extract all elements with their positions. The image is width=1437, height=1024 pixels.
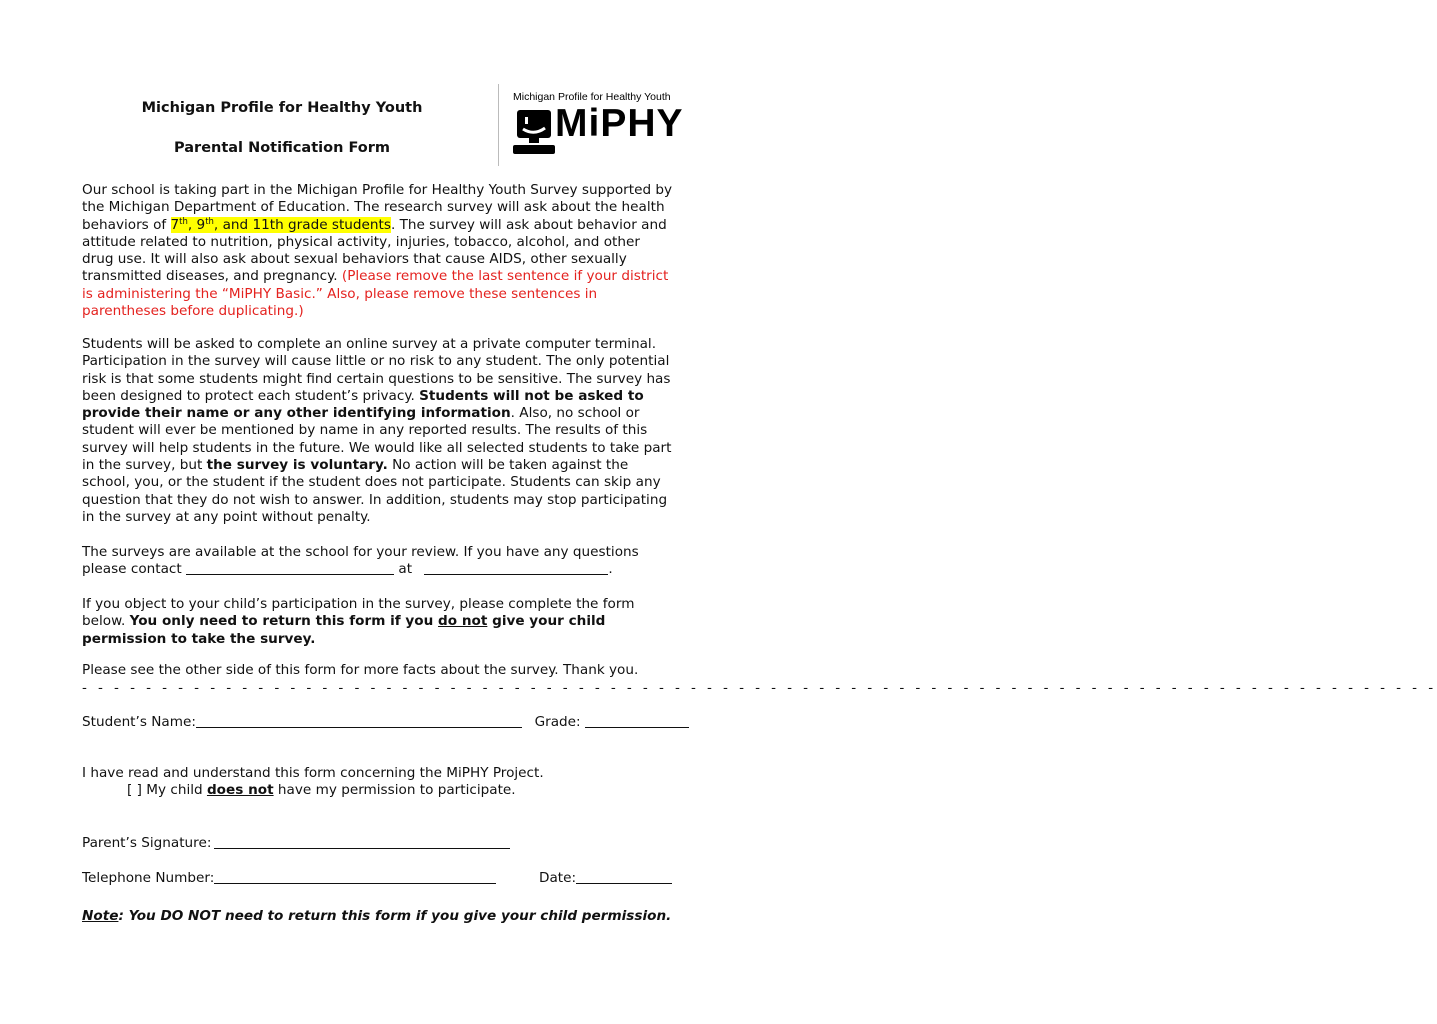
- note-label: Note: [82, 908, 119, 924]
- telephone-row: [82, 870, 496, 887]
- date-field[interactable]: [576, 871, 672, 884]
- date-label: Date:: [539, 870, 577, 886]
- review-line-1: The surveys are available at the school for your review. If you have any questions: [82, 544, 639, 560]
- intro-line-8: parentheses before duplicating.): [82, 303, 304, 320]
- note-text: : You DO NOT need to return this form if you give your child permission.: [118, 908, 672, 924]
- object-line-1: If you object to your child’s participation in the survey, please complete the form: [82, 596, 635, 612]
- parent-signature-field[interactable]: [214, 836, 510, 849]
- body-line-11: in the survey at any point without penalty.: [82, 508, 371, 525]
- objection-paragraph: [82, 596, 694, 648]
- privacy-paragraph: [82, 336, 694, 526]
- intro-line-2: the Michigan Department of Education. The research survey will ask about the health: [82, 199, 665, 216]
- body-line-7: survey will help students in the future. We would like all selected students to take part: [82, 439, 672, 456]
- contact-phone-blank[interactable]: [424, 562, 608, 575]
- grade-label: Grade:: [534, 714, 585, 730]
- date-row: [539, 870, 672, 887]
- student-name-label: Student’s Name:: [82, 714, 196, 730]
- grade-field[interactable]: [585, 715, 689, 728]
- form-subtitle: Parental Notification Form: [174, 140, 390, 156]
- computer-smiley-icon: [511, 108, 557, 158]
- body-line-5: provide their name or any other identifying information. Also, no school or: [82, 405, 640, 422]
- student-name-row: [82, 714, 689, 731]
- object-line-2: below. You only need to return this form if you do not give your child: [82, 613, 606, 630]
- red-instruction: (Please remove the last sentence if your district: [341, 268, 669, 285]
- logo-caption: Michigan Profile for Healthy Youth: [513, 91, 671, 103]
- body-line-6: student will ever be mentioned by name in any reported results. The results of this: [82, 422, 648, 439]
- review-paragraph: [82, 544, 694, 579]
- parent-signature-row: [82, 835, 510, 852]
- form-title: Michigan Profile for Healthy Youth: [141, 100, 423, 116]
- intro-line-4: attitude related to nutrition, physical activity, injuries, tobacco, alcohol, and other: [82, 233, 640, 250]
- review-line-2: please contact at .: [82, 561, 613, 578]
- body-line-9: school, you, or the student if the student does not participate. Students can skip any: [82, 474, 661, 491]
- body-line-2: Participation in the survey will cause little or no risk to any student. The only potential: [82, 353, 670, 370]
- parent-signature-label: Parent’s Signature:: [82, 835, 212, 851]
- intro-line-7: is administering the “MiPHY Basic.” Also, please remove these sentences in: [82, 285, 598, 302]
- permission-row: [ ] My child does not have my permission to participate.: [127, 782, 516, 798]
- intro-line-3: behaviors of 7th, 9th, and 11th grade students. The survey will ask about behavior and: [82, 216, 667, 233]
- logo-wordmark: MiPHY: [555, 102, 684, 145]
- grade-highlight: 7th, 9th, and 11th grade students: [170, 216, 391, 233]
- body-line-10: question that they do not wish to answer. In addition, students may stop participating: [82, 491, 668, 508]
- contact-name-blank[interactable]: [186, 562, 394, 575]
- telephone-label: Telephone Number:: [82, 870, 215, 886]
- intro-line-1: Our school is taking part in the Michigan Profile for Healthy Youth Survey supported by: [82, 182, 673, 198]
- miphy-logo: [498, 84, 684, 166]
- student-name-field[interactable]: [196, 715, 522, 728]
- closing-line: Please see the other side of this form for more facts about the survey. Thank you.: [82, 662, 639, 678]
- intro-paragraph: [82, 182, 694, 320]
- intro-line-5: drug use. It will also ask about sexual behaviors that cause AIDS, other sexually: [82, 251, 627, 268]
- acknowledgement-text: I have read and understand this form concerning the MiPHY Project.: [82, 765, 544, 781]
- body-line-8: in the survey, but the survey is voluntary. No action will be taken against the: [82, 457, 629, 474]
- telephone-field[interactable]: [214, 871, 496, 884]
- does-not-emphasis: does not: [206, 782, 274, 798]
- intro-line-6: transmitted diseases, and pregnancy. (Please remove the last sentence if your district: [82, 268, 669, 285]
- return-note: [82, 908, 671, 925]
- body-line-3: risk is that some students might find certain questions to be sensitive. The survey has: [82, 370, 671, 387]
- cut-line-separator: - - - - - - - - - - - - - - - - - - - - - - - - - - - - - - - - - - - - - - - - - - - - - - - - - - - - - - - - - - - - - - - - - - - - - - - - - - - - - - - - - - - - -: [82, 680, 1437, 696]
- body-line-1: Students will be asked to complete an online survey at a private computer terminal.: [82, 336, 657, 352]
- object-line-3: permission to take the survey.: [82, 630, 316, 647]
- body-line-4: been designed to protect each student’s privacy. Students will not be asked to: [82, 387, 644, 404]
- permission-checkbox[interactable]: [ ]: [127, 782, 142, 798]
